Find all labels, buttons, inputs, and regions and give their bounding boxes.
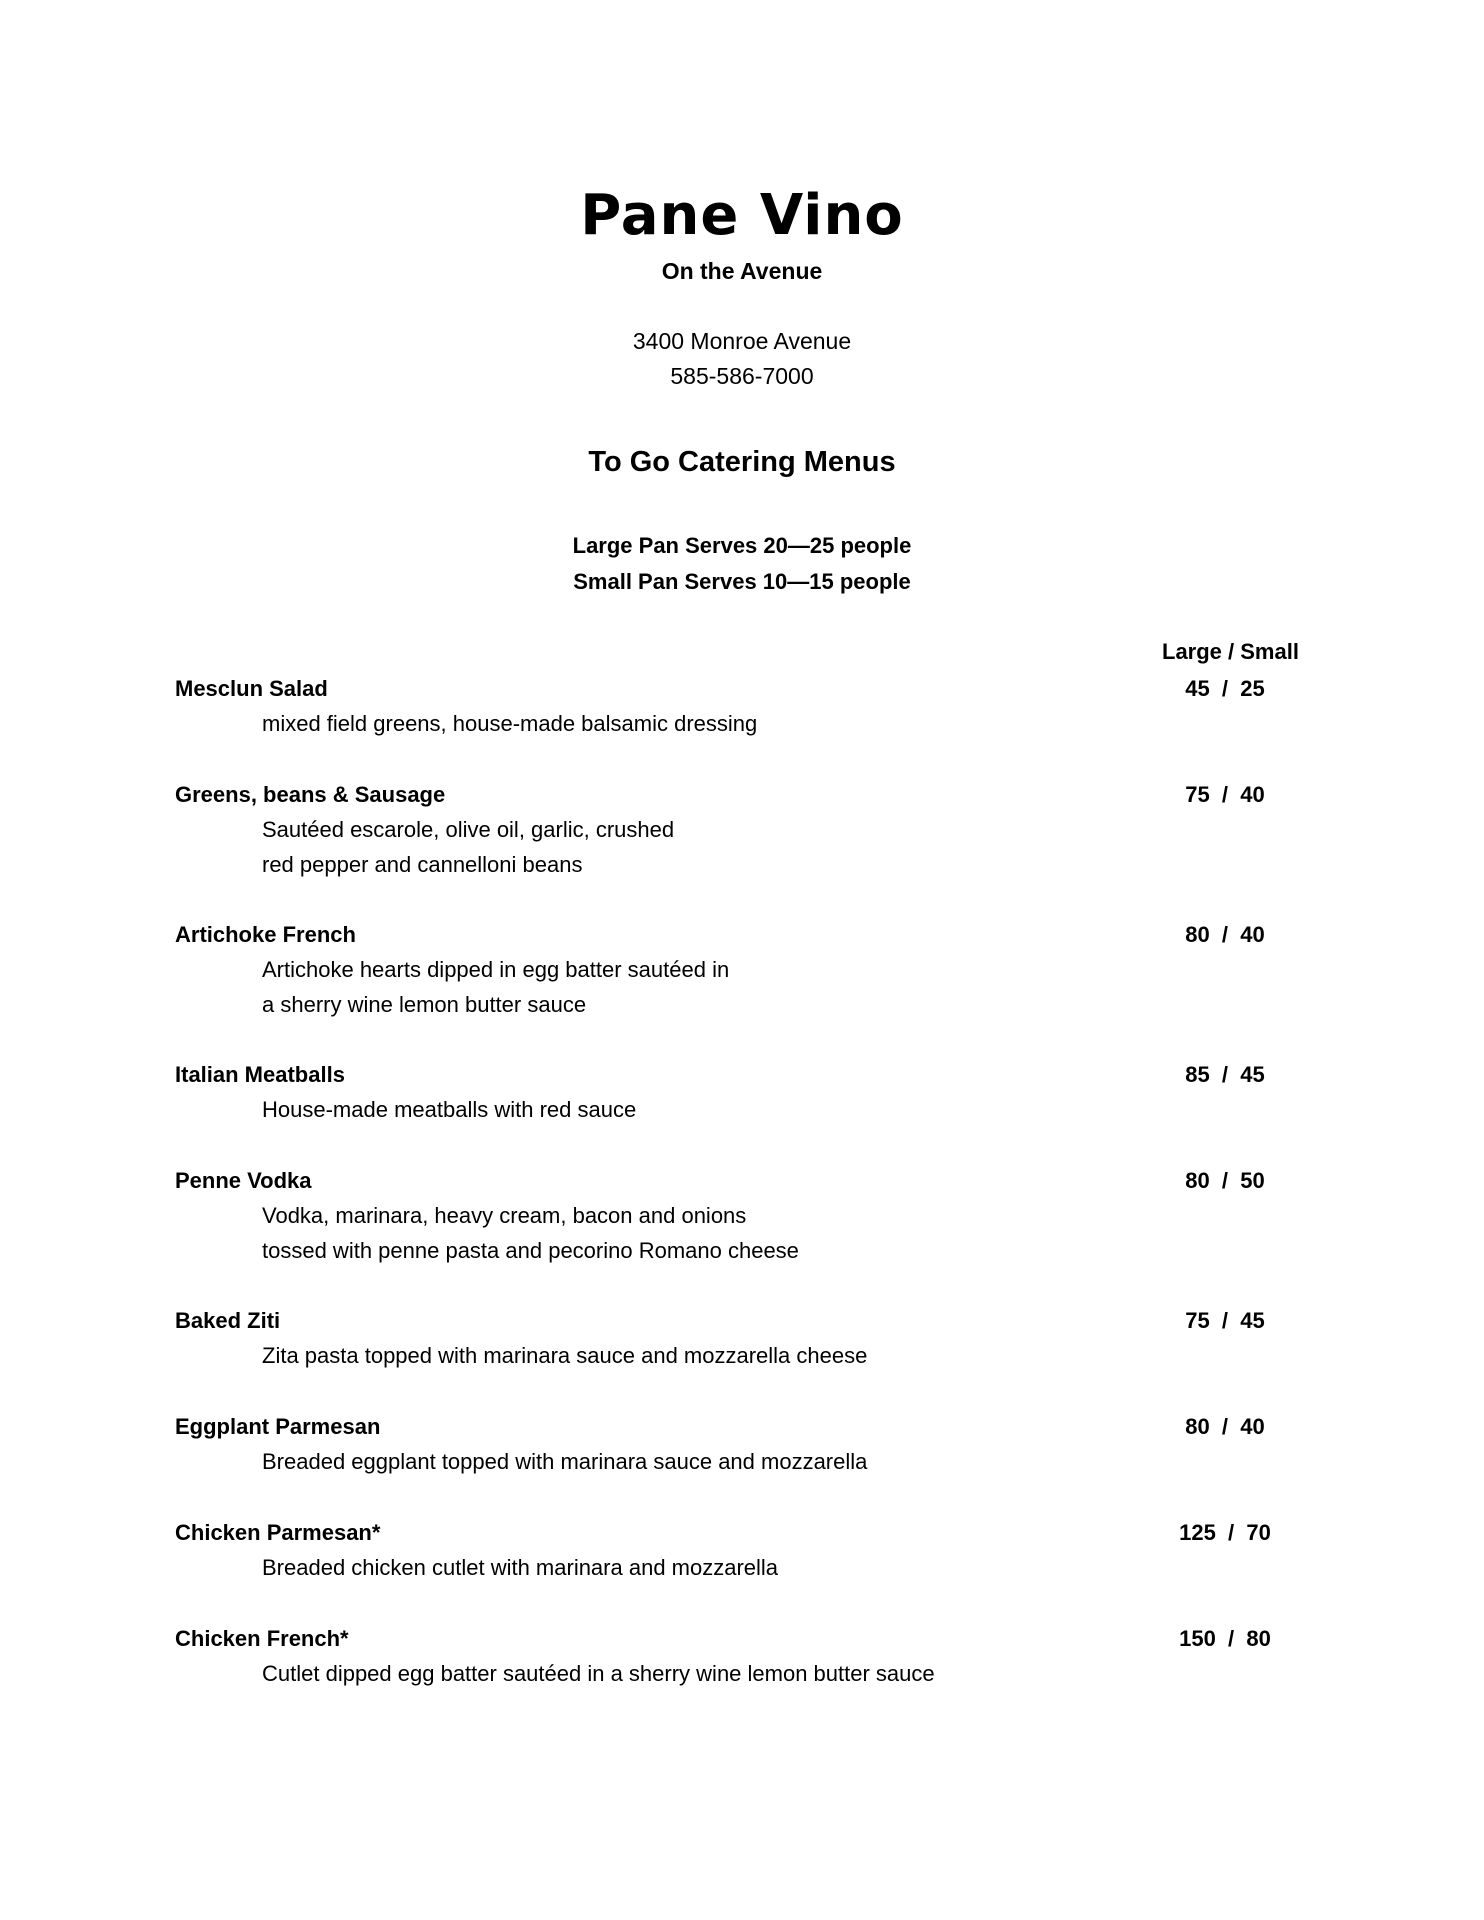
price-column-header: Large / Small — [1162, 639, 1299, 664]
menu-item-description — [262, 952, 1162, 1022]
address: 3400 Monroe Avenue — [632, 328, 852, 354]
description-line: mixed field greens, house-made balsamic dressing — [262, 711, 758, 736]
menu-item-price: 85 / 45 — [1185, 1062, 1265, 1087]
tagline: On the Avenue — [661, 258, 823, 284]
menu-item-name: Chicken Parmesan* — [175, 1520, 381, 1545]
menu-title: To Go Catering Menus — [588, 446, 896, 478]
description-line: Vodka, marinara, heavy cream, bacon and onions — [262, 1203, 747, 1228]
serving-note-small: Small Pan Serves 10—15 people — [573, 569, 911, 594]
menu-item-price: 125 / 70 — [1179, 1520, 1271, 1545]
menu-item-description — [262, 1092, 1162, 1127]
menu-item-description — [262, 812, 1162, 882]
menu-item-name: Mesclun Salad — [175, 676, 328, 701]
description-line: a sherry wine lemon butter sauce — [262, 992, 587, 1017]
description-line: Cutlet dipped egg batter sautéed in a sherry wine lemon butter sauce — [262, 1661, 935, 1686]
menu-item-name: Penne Vodka — [175, 1168, 312, 1193]
description-line: Zita pasta topped with marinara sauce and mozzarella cheese — [262, 1343, 868, 1368]
menu-item-name: Greens, beans & Sausage — [175, 782, 446, 807]
description-line: tossed with penne pasta and pecorino Romano cheese — [262, 1238, 799, 1263]
menu-item-description — [262, 1198, 1162, 1268]
description-line: Breaded chicken cutlet with marinara and mozzarella — [262, 1555, 779, 1580]
menu-item-name: Baked Ziti — [175, 1308, 281, 1333]
description-line: Breaded eggplant topped with marinara sauce and mozzarella — [262, 1449, 868, 1474]
menu-item-price: 150 / 80 — [1179, 1626, 1271, 1651]
serving-note-large: Large Pan Serves 20—25 people — [572, 533, 912, 558]
menu-item-price: 80 / 40 — [1185, 1414, 1265, 1439]
restaurant-name: Pane Vino — [580, 183, 904, 248]
menu-item-price: 75 / 45 — [1185, 1308, 1265, 1333]
menu-item-description — [262, 1550, 1162, 1585]
menu-item-name: Chicken French* — [175, 1626, 349, 1651]
phone-number: 585-586-7000 — [670, 363, 814, 389]
menu-item-description — [262, 1338, 1162, 1373]
menu-item-price: 75 / 40 — [1185, 782, 1265, 807]
menu-item-name: Artichoke French — [175, 922, 356, 947]
menu-item-description — [262, 1656, 1162, 1691]
description-line: red pepper and cannelloni beans — [262, 852, 583, 877]
menu-item-name: Italian Meatballs — [175, 1062, 345, 1087]
menu-item-description — [262, 1444, 1162, 1479]
description-line: Sautéed escarole, olive oil, garlic, crushed — [262, 817, 675, 842]
menu-item-description — [262, 706, 1162, 741]
menu-item-price: 80 / 40 — [1185, 922, 1265, 947]
description-line: Artichoke hearts dipped in egg batter sautéed in — [262, 957, 730, 982]
menu-item-price: 80 / 50 — [1185, 1168, 1265, 1193]
menu-item-price: 45 / 25 — [1185, 676, 1265, 701]
menu-item-name: Eggplant Parmesan — [175, 1414, 381, 1439]
description-line: House-made meatballs with red sauce — [262, 1097, 637, 1122]
